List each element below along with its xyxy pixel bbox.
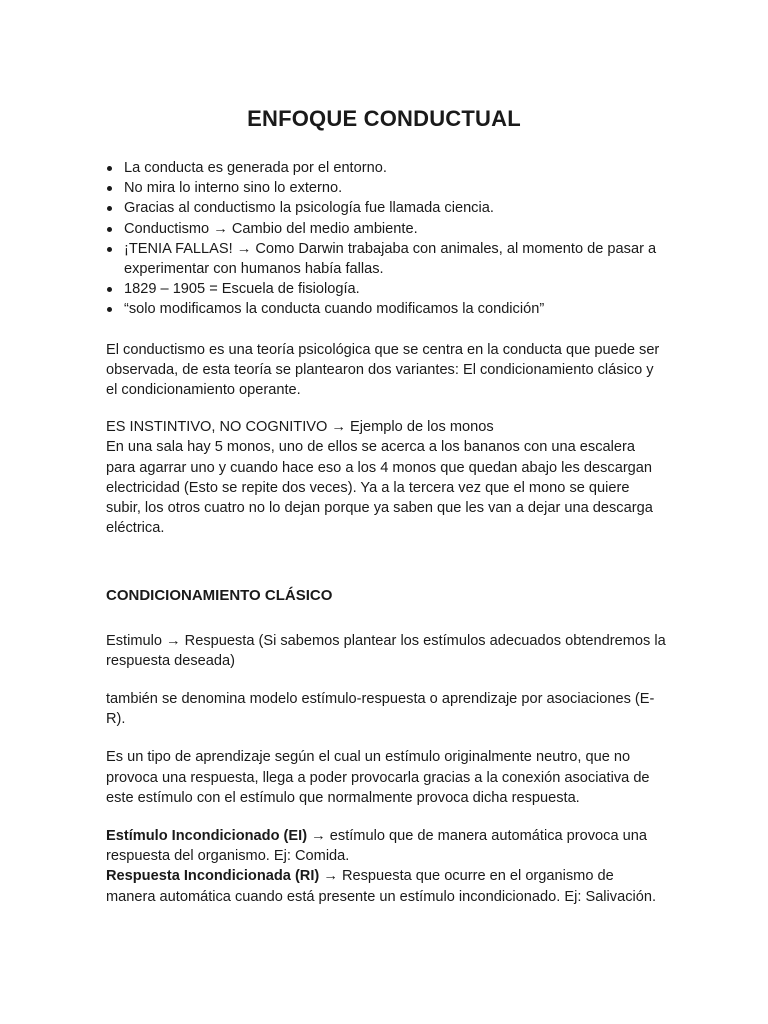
list-item: 1829 – 1905 = Escuela de fisiología. (106, 279, 666, 299)
instinct-line: ES INSTINTIVO, NO COGNITIVO → Ejemplo de los monos (106, 419, 494, 436)
also-called-paragraph: también se denomina modelo estímulo-respuesta o aprendizaje por asociaciones (E-R). (106, 691, 655, 728)
definition-ri (106, 866, 666, 906)
list-item: ¡TENIA FALLAS! → Como Darwin trabajaba con animales, al momento de pasar a experimentar con humanos había fallas. (106, 239, 666, 279)
list-item: Conductismo → Cambio del medio ambiente. (106, 219, 666, 239)
list-item: Gracias al conductismo la psicología fue llamada ciencia. (106, 198, 666, 218)
list-item: No mira lo interno sino lo externo. (106, 178, 666, 198)
document-body (106, 158, 666, 907)
monkey-example-paragraph: En una sala hay 5 monos, uno de ellos se acerca a los bananos con una escalera para agarrar uno y cuando hace eso a los 4 monos que quedan abajo les descargan electricidad (Esto se repite dos veces). Ya a la tercera vez que el mono se quiere subir, los otros cuatro no lo dejan porque ya saben que les van a dejar una descarga eléctrica. (106, 439, 653, 537)
intro-paragraph: El conductismo es una teoría psicológica que se centra en la conducta que puede ser observada, de esta teoría se plantearon dos variantes: El condicionamiento clásico y el condicionamiento operante. (106, 341, 660, 399)
term-ri: Respuesta Incondicionada (RI) (106, 868, 320, 885)
text-ri: → Respuesta que ocurre en el organismo de manera automática cuando está presente un estímulo incondicionado. Ej: Salivación. (106, 868, 657, 905)
document-title: ENFOQUE CONDUCTUAL (247, 106, 521, 131)
term-ei: Estímulo Incondicionado (EI) (106, 828, 308, 845)
definition-ei (106, 826, 666, 866)
text-ei: → estímulo que de manera automática provoca una respuesta del organismo. Ej: Comida. (106, 828, 647, 865)
bullet-list (106, 158, 666, 320)
stimulus-paragraph: Estimulo → Respuesta (Si sabemos plantear los estímulos adecuados obtendremos la respuesta deseada) (106, 632, 666, 669)
section-heading: CONDICIONAMIENTO CLÁSICO (106, 587, 333, 605)
definition-paragraph: Es un tipo de aprendizaje según el cual un estímulo originalmente neutro, que no provoca una respuesta, llega a poder provocarla gracias a la conexión asociativa de este estímulo con el estímulo que normalmente provoca dicha respuesta. (106, 749, 650, 806)
list-item: “solo modificamos la conducta cuando modificamos la condición” (106, 299, 666, 319)
list-item: La conducta es generada por el entorno. (106, 158, 666, 178)
